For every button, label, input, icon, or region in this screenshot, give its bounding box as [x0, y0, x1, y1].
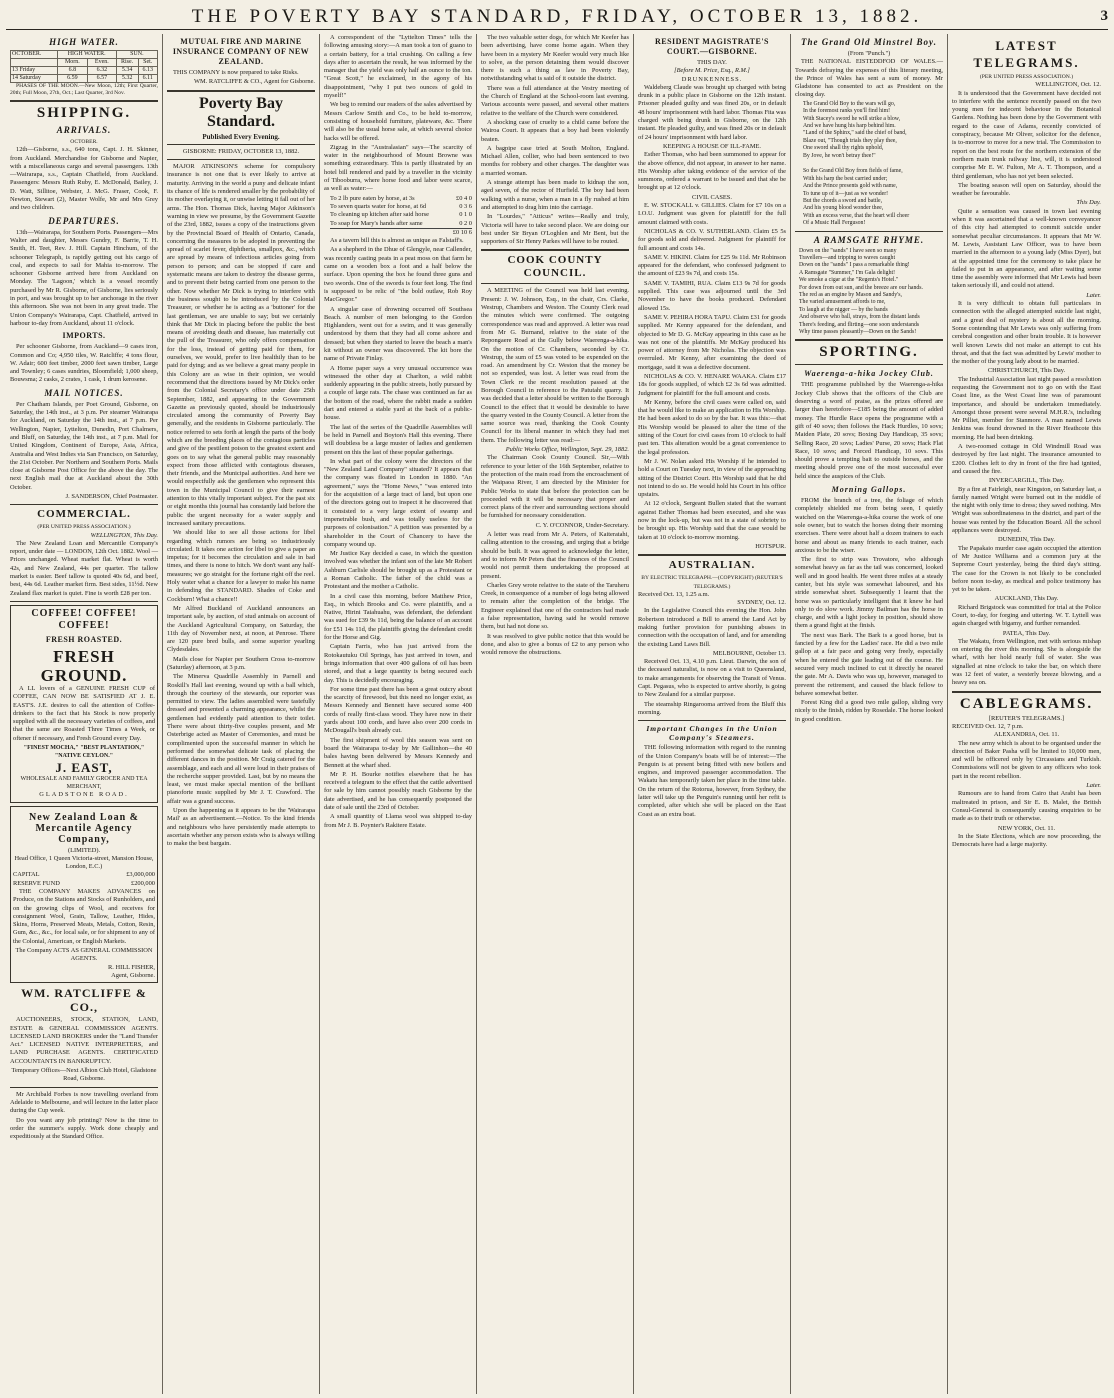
nzloan-advertisement: [10, 806, 158, 984]
christchurch-dateline: CHRISTCHURCH, This Day.: [987, 367, 1066, 375]
cablegrams-received: RECEIVED Oct. 12, 7 p.m.: [952, 722, 1024, 730]
cablegram-text: Rumours are to hand from Cairo that Arabi has been maltreated in prison, and Sir E. B. Malet, the British Consul-General is consequently causing enquiries to be made as to their truth or otherwise.: [952, 790, 1101, 823]
page-number: 3: [1100, 8, 1108, 24]
news-item: In "Lourdes," "Atticus" writes—Really and truly, Victoria will have to take second place. We are doing our best under Sir Bryan O'Loghlen and Mr Bent, but the supporters of Sir Henry Parkes will have to be routed.: [481, 213, 629, 246]
tide-sub: Set.: [138, 59, 158, 67]
union-text: THE following information with regard to the running of the Union Company's boats will be of interest:—The Penguin is at present being fitted with new boilers and engines, and improved passenger accommodation. The Wakatu has temporarily taken her place in the time table. On the return of the Rotorua, however, from Sydney, the latter will take up the Penguin's running until her refit is completed, after which she will be placed on the East Coast as an extra boat.: [638, 744, 786, 818]
news-item: As a shepherd in the Dhue of Glengyle, near Callender, was recently casting peats in a peat moss on that farm he came on a wooden box a foot and a half below the surface. Upon opening the box he found three guns and two swords. One of the swords is four feet long. The find is supposed to be relic of "the bold outlaw, Rob Roy MacGregor.": [324, 246, 472, 304]
paper-title: Poverty Bay Standard.: [199, 94, 283, 130]
forbes-note: Mr Archibald Forbes is now travelling overland from Adelaide to Melbourne, and will lecture in the latter place during the Cup week.: [10, 1090, 158, 1115]
published-line: Published Every Evening.: [202, 132, 280, 141]
fisher-role: Agent, Gisborne.: [111, 971, 155, 979]
ratcliffe-heading: WM. RATCLIFFE & CO.,: [21, 986, 147, 1015]
australian-sub: BY ELECTRIC TELEGRAPH.—(COPYRIGHT) (REUTER'S TELEGRAMS.): [641, 575, 783, 590]
date-line: GISBORNE: FRIDAY, OCTOBER 13, 1882.: [182, 147, 300, 155]
court-date: THIS DAY.: [697, 59, 727, 66]
minstrel-heading: The Grand Old Minstrel Boy.: [801, 37, 937, 47]
temporary-offices: Temporary Offices—Next Albion Club Hotel, Gladstone Road, Gisborne.: [11, 1067, 157, 1083]
this-day-dateline: This Day.: [1076, 199, 1101, 207]
imports-text: Per schooner Gisborne, from Auckland—9 cases iron, Common and Co; 4,950 tiles, W. Ratcliffe; 4 tons flour, W. Adair; 600 feet timber, 2000 feet sawn timber, Large and Townley; 6 cases sundries, Bloomfield; 1,000 sheep, Bouwsma; 2 casks, 2 crates, 1 cask, 1 drum kerosene.: [10, 343, 158, 384]
minstrel-sub: (From "Punch."): [847, 50, 891, 57]
drunkenness-heading: DRUNKENNESS.: [681, 75, 743, 83]
rhyme-heading: A RAMSGATE RHYME.: [813, 234, 925, 245]
drunkenness-text: Waldeberg Claude was brought up charged with being drunk in a public place in Gisborne on the 12th instant. Prisoner pleaded guilty and was fined 20s, or in default 48 hours' imprisonment with hard labor. Thomas Fita was charged with being drunk in Gisborne, on the 12th instant. He pleaded guilty, and was fined 20s or in default of 24 hours' imprisonment with hard labor.: [638, 83, 786, 141]
leader-4: Mails close for Napier per Southern Cross to-morrow (Saturday) afternoon, at 3 p.m.: [167, 655, 315, 671]
newyork-dateline: NEW YORK, Oct. 11.: [997, 824, 1056, 832]
mail-sign: J. SANDERSON, Chief Postmaster.: [65, 492, 158, 500]
civil-case: SAME V. PEHIRA HORA TAPU. Claim £31 for goods supplied. Mr Kenny appeared for the defendant, and objected to Mr D. G. McKay appearing in this case as he was not one of the plaintiffs. Mr McKay produced his power of attorney from Mr Nicholas. The objection was overruled. Mr Kenny, after examining the deed of mortgage, said it was a defective document.: [638, 313, 786, 371]
public-works-text: The Chairman Cook County Council. Sir,—With reference to your letter of the 16th September, relative to the protection of the main road from the encroachment of the Waipaoa River, I am directed by the Minister for Public Works to state that before the protection can be proceeded with it will be necessary that proper and correct plans of the river and surrounding sections should be furnished for necessary consideration.: [481, 454, 629, 520]
sporting-heading: SPORTING.: [819, 344, 919, 361]
commercial-heading: COMMERCIAL.: [37, 508, 131, 521]
union-heading: Important Changes in the Union Company's Steamers.: [646, 724, 778, 743]
tide-header-month: OCTOBER.: [11, 51, 58, 59]
departures-text: 13th—Wairarapa, for Southern Ports. Passengers—Mrs Walter and daughter, Messrs Gundry, F. Barrie, T. H. Smith, H. Teet, Rev. J. Hill. Captain Hinchum, of the schooner Telegraph, is rapidly getting out his cargo of coal, and expects to sail for Mahia to-morrow. The schooner Gisborne arrived here from Auckland on Monday. The 'Lagoon,' which is a vessel recently purchased by Mr R. Gisborne, of Gisborne, lies seriously in port, and was brought up to her anchorage in the river this afternoon. She was not been in any great trade. The Union Company's Wairarapa, Capt. Chatfield, arrived in harbour to-day from Auckland, about 11 o'clock.: [10, 228, 158, 327]
leader-article: MAJOR ATKINSON'S scheme for compulsory insurance is not one that is ever likely to arrive at maturity. Arriving in the world a puny and delicate infant its chance of life is rendered smaller by the probability of its mother overlaying it, or unwise letting it fall out of her arms. The Hon. Thomas Dick, having Major Atkinson's warning in view we presume, by the Government Gazette of the 23rd, 1882, issues a copy of the instructions given by the Provincial Board of Health of Ontario, Canada, concerning the measures to be adopted in preventing the spread of scarlet fever, diphtheria, smallpox, &c., which are spread by means of infectious articles going from person to person; and can be stopped if care and systematic means are taken to destroy the disease germs, and to prevent their being carried from one person to the other. Now whether Mr Dick is trying to interfere with the business sought to be introduced by the Colonial Treasurer, or whether he is acting as a 'buttoner' for the last gentleman, we are unable to say; but we certainly think that Mr Dick in placing before the public the best means of avoiding death and disease, has materially cut the pull of the Treasurer, who only offers compensation for the loss, instead of getting paid for them, for ourselves, we would, prefer to live healthily than to be paid for dying; and as we believe a great many people in this Colony are as wise in their opinion, we would recommend that the directions issued by Mr Dick's order from the Colonial Secretary's office under date 25th September, 1882, and appearing in the Government Gazette as previously quoted, should be industriously circulated among the community of Poverty Bay generally, and the residents in Gisborne particularly. The notice referred to sets forth at length the parts of the body which are the breeding places of the contagious particles and give of the pestilent poison to the greatest extent and goes on to say what the general public may reasonably expect from those afflicted with contagious diseases, their friends, and the Municipal authorities. And here we would respectfully ask the gentlemen who represent this town in the Municipal Council to give their earnest attention to this vitally important subject. For the past six or eight months this journal has constantly laid before the public the urgent necessity for a water supply and increased sanitary precautions.: [167, 163, 315, 527]
shipping-heading: SHIPPING.: [36, 105, 132, 121]
council-item: It was resolved to give public notice that this would be done, and also to give a bonus of £2 to any person who would remove the obstructions.: [481, 632, 629, 657]
jockey-club-text: THE programme published by the Waerenga-a-hika Jockey Club shows that the officers of the Club are deserving a word of praise, as the prizes offered are larger than heretofore—£185 being the amount of added money. The Hurdle Race opens the programme with a gift of 40 sovs; then follows the Hack Hurdles, 10 sovs; Maiden Plate, 20 sovs; Boxing Day Handicap, 35 sovs; Selling Race, 20 sovs; Ladies' Purse, 20 sovs; Hack Flat Race, 10 sovs; and Forced Handicap, 10 sovs. This should prove a tempting bait to outside horses, and the meeting should prove one of the most successful ever held since the auspices of the Club.: [795, 381, 943, 480]
news-item: The two valuable setter dogs, for which Mr Keefer has been advertising, have come home again. When they have been in a mystery Mr Keefer would very much like to solve, as the person detaining them would discover there is such a thing as law in Poverty Bay, notwithstanding what is said of it outside the district.: [481, 34, 629, 83]
column-1: [6, 34, 163, 1394]
coffee-advertisement: [10, 605, 158, 803]
telegram-text: The Industrial Association last night passed a resolution requesting the Government not to go on with the East Coast line, as the West Coast line was of paramount importance, and should be undertaken immediately. Amongst those present were several M.H.R.'s, including Mr Pilliet, member for Stanmore. A man named Lewis Jenkins was found drowned in the River Heathcote this morning. He had been drinking.: [952, 375, 1101, 441]
australian-text: In the Legislative Council this evening the Hon. John Robertson introduced a Bill to amend the Land Act by making further provision for punishing abuses in connection with the occupation of land, and for amending the existing Land Laws Bill.: [638, 607, 786, 648]
column-3: [320, 34, 477, 1394]
later2-dateline: Later.: [1086, 782, 1101, 790]
news-item: A bagpipe case tried at South Molton, England. Michael Allen, collier, who had been sentenced to two months for robbery and other charges. The daughter was a married woman.: [481, 144, 629, 177]
fresh-roasted: FRESH ROASTED.: [45, 634, 123, 644]
council-item: A letter was read from Mr A. Peters, of Kaiteratahi, calling attention to the crossing, and urging that a bridge should be built. It was agreed to acknowledge the letter, and to inform Mr Peters that the finances of the Council would not permit them undertaking the proposed at present.: [481, 531, 629, 580]
council-heading: COOK COUNTY COUNCIL.: [507, 254, 603, 280]
masthead: [6, 4, 1108, 30]
commercial-text: The New Zealand Loan and Mercantile Company's report, under date — LONDON, 12th Oct. 1882. Wool — Prices unchanged. Wheat market flat. Wheat is worth 42s, and New Zealand, 44s per quarter. The tallow market is easier. Beef tallow is quoted 40s 6d, and beef, best, 44s 6d. Leather market firm. Best sides, 11½d. New Zealand flax market is quiet. Fine is worth £28 per ton.: [10, 539, 158, 597]
mail-text: Per Chatham Islands, per Poet Ground, Gisborne, on Saturday, the 14th inst., at 3 p.m. Per steamer Wairarapa for Auckland, on Saturday the 14th inst., at 7 p.m. Per Wellington, Napier, Lyttelton, Dunedin, Port Chalmers, and Bluff, on Saturday, the 14th inst., at 7 p.m. Mail for United Kingdom, Continent of Europe, Asia, Africa, Australia and West Indies via San Francisco, on Saturday, the 21st October. Per Northern and Southern Ports. Mails close at Gisborne Post Office for the above the day. The next English mail due at Auckland about the 30th October.: [10, 400, 158, 491]
tide-sub: Even.: [88, 59, 117, 67]
imports-heading: IMPORTS.: [62, 331, 106, 341]
wellington-dateline: WELLINGTON, Oct. 12.: [1035, 81, 1101, 89]
telegram-text: Richard Brigstock was committed for trial at the Police Court, to-day, for forging and uttering. W. T. Lyttell was again charged with bigamy, and further remanded.: [952, 603, 1101, 628]
morning-gallops-text: Forest King did a good two mile gallop, sliding very nicely to the finish, ridden by Rosedale. The horse looked in good condition.: [795, 699, 943, 723]
newspaper-title: THE POVERTY BAY STANDARD, FRIDAY, OCTOBER 13, 1882.: [191, 5, 923, 27]
australian-text: The steamship Ringarooma arrived from the Bluff this morning.: [638, 700, 786, 716]
mutual-heading: MUTUAL FIRE AND MARINE INSURANCE COMPANY OF NEW ZEALAND.: [172, 37, 310, 66]
court-before: [Before M. Price, Esq., R.M.]: [674, 67, 750, 75]
civil-case: NICHOLAS & CO. V. SUTHERLAND. Claim £5 5s for goods sold and delivered. Judgment for plaintiff for full amount and costs 14s.: [638, 227, 786, 252]
east-sub: WHOLESALE AND FAMILY GROCER AND TEA MERCHANT,: [20, 775, 148, 790]
hotel-bill: [324, 195, 472, 237]
telegram-text: A two-roomed cottage in Old Windmill Road was destroyed by fire last night. The insurance amounted to £200. Clothes left to dry in front of the fire had ignited, and caused the fire.: [952, 443, 1101, 475]
bill-line: To seven quarts water for horse, at 6d 0 3 6: [330, 202, 472, 210]
nzloan-ltd: (LIMITED).: [67, 846, 101, 854]
column-2: [163, 34, 320, 1394]
leader-6: Upon the happening as it appears to be the 'Wairarapa Mail' as an advertisement.—Notice. To the kind friends and neighbours who have persistently made attempts to ascertain whether any person exists who is always willing to make the best bargain.: [167, 807, 316, 848]
bill-line: To 2 lb pure eaten by horse, at 3s £0 4 0: [330, 194, 472, 202]
news-item: The first shipment of wool this season was sent on board the Wairarapa to-day by Mr Gallinhon—the 40 bales having been delivered by Messrs Kennedy and Bennett at the wharf shed.: [324, 736, 472, 769]
morning-gallops-text: The next was Bark. The Bark is a good horse, but is fancied by a few for the Ladies' race. He did a two mile gallop at a fair pace and going very freely, especially when he entered the gate leading out of the course. He secured very much inclined to cut it directly he neared the gate. Mr A. Davis who was up, however, managed to prevent the retirement, and caused the black fellow to behave somewhat better.: [795, 631, 943, 697]
civil-case: NICHOLAS & CO. V. HENARE WAAKA. Claim £17 18s for goods supplied, of which £2 3s 6d was admitted. Judgment for plaintiff for the full amount and costs.: [638, 372, 786, 397]
telegram-text: Quite a sensation was caused in town last evening when it was ascertained that a well-known conveyancer of this city had attempted to commit suicide under somewhat peculiar circumstances. It appears that Mr W. M. Lewis, Assistant Law Officer, was to have been married in the afternoon to a young lady (Miss Dyer), but at the appointed time for the ceremony to take place he failed to put in an appearance, and after waiting some time the assembly were informed that Mr Lewis had been taken seriously ill, and could not attend.: [952, 207, 1101, 290]
east-address: GLADSTONE ROAD.: [39, 791, 129, 799]
tide-table: [10, 50, 158, 83]
east-name: J. EAST,: [55, 759, 113, 775]
public-works-sign: C. Y. O'CONNOR, Under-Secretary.: [535, 521, 629, 529]
bill-line: To soap for Mary's hands after same 0 2 0: [330, 219, 472, 227]
cablegrams-sub: [REUTER'S TELEGRAMS.]: [988, 714, 1065, 722]
nzloan-text: THE COMPANY MAKES ADVANCES on Produce, on the Stations and Stocks of Runholders, and on the growing clips of Wool, and receives for consignment Wool, Grain, Tallow, Leather, Hides, Skins, Horns, Preserved Meats, Metals, Cotton, Resin, Gum, &c., &c., for local sale, or for shipment to any of the Colonial, American, or English Markets.: [13, 888, 155, 945]
cablegram-text: The new army which is about to be organised under the direction of Baker Pasha will be limited to 10,000 men, and will be officered only by Circassians and Turkish. Commissions will not be given to any officers who took part in the recent rebellion.: [952, 739, 1101, 780]
rhyme-poem: Down on the "sands" I have seen so many Travellers—and tripping to waves caught Down on the "sands" I pass a remarkable thing! A Ramsgate "Summer," I'm Gala delight! We smoke a cigar at the "Regents's Hotel." For down from out sun, and the breeze are our hands. The red as an engine by Mason and Sandy's, The varied amusement affords to me, To laugh at the nigger — by the bands And observe who ball, strays, from the distant lands There's feeding, and flirting—one soon understands Why time passes pleasantly—Down on the Sands!: [799, 247, 923, 336]
arrivals-heading: ARRIVALS.: [56, 125, 112, 135]
later-dateline: Later.: [1086, 291, 1101, 299]
alexandria-dateline: ALEXANDRIA, Oct. 11.: [993, 731, 1060, 739]
news-item: Mr Justice Kay decided a case, in which the question involved was whether the infant son of the late Mr Robert Ashburn Carlisle should be brought up as a Protestant or a Roman Catholic. The father of the child was a Protestant and the mother a Catholic.: [324, 550, 473, 591]
minstrel-poem: The Grand Old Boy to the wars will go, In the foremost ranks you'll find him! With Stacey's sword he will strike a blow, And we have hung his harp behind him. "Land of the Sphinx," said the chief of band, Blaze out, "Though trials they play thee, One sword shall thy rights uphold, By Jove, he won't betray thee!" So the Grand Old Boy from fields of fame, With his harp the best carried under; And the Prince presents gold with name, To tune up of it—just as we wonder! But the chords a sword and battle, And his young blood wonder thee, With an excess verse, that the heart will cheer Of a Music Hall Ferguson!: [803, 100, 910, 227]
tide-sub: [11, 59, 58, 67]
minstrel-text: THE NATIONAL EISTEDDFOD OF WALES.—Towards defraying the expenses of this literary meeting, the Prince of Wales has sent a sum of money. Mr Gladstone has consented to act as President on the closing day.: [795, 58, 943, 99]
page-number-left: [6, 8, 36, 25]
mail-notices-heading: MAIL NOTICES.: [44, 387, 124, 398]
tide-sub: Morn.: [57, 59, 87, 67]
tide-row: 14 Saturday 6.59 6.57 5.32 6.11: [11, 75, 158, 83]
column-6: [791, 34, 948, 1394]
civil-case: SAME V. HIKINI. Claim for £25 9s 11d. Mr Robinson appeared for the defendant, who confessed judgment to the amount of £23 9s 7d, and costs 15s.: [638, 253, 786, 278]
telegram-text: The Wakatu, from Wellington, met with serious mishap on entering the river this morning. She is alongside the wharf, with her hold nearly full of water. She was signalled at nine o'clock to take the bar, on which there was 12 feet of water, a westerly breeze blowing, and a heavy sea on.: [952, 637, 1101, 687]
column-4: [477, 34, 634, 1394]
keeping-text: Esther Thomas, who had been summoned to appear for the above offence, did not appear, in answer to her name. His Worship after taking evidence of the service of the summons, ordered a warrant to be issued and that she be brought up at 12 o'clock.: [638, 151, 786, 192]
printing-note: Do you want any job printing? Now is the time to order the summer's supply. Work done cheaply and expeditiously at the Standard Office.: [10, 1116, 158, 1141]
news-item: As a tavern bill this is almost as unique as Falstaff's.: [330, 237, 464, 245]
telegram-text: The boating season will open on Saturday, should the weather be favourable.: [952, 181, 1101, 198]
leader-2: We should like to see all those actions for libel regarding which rumors are being so industriously circulated. It takes one action for libel to give a paper an impetus; for it becomes the circulation and sale in bad times, and there is none to hitch. We don't want any half-measures; we go straight for the fortune right off the reel. Holy water what a chance for a lawyer to make his name in defending the STANDARD. Shades of Coke and Cockburn! What a chance!!: [167, 529, 315, 603]
news-item: In what part of the colony were the directors of the "New Zealand Land Company" situated? It appears that the company was floated in London in 1880. "An agreement," says the "Home News," "was entered into for the acquisition of a large tract of land, but upon one of the directors going out to inspect it he discovered that it consisted to a very large extent of swamp and impenetrable bush, and was totally useless for the purposes of colonisation." A petition was presented by a shareholder in the Court of Chancery to have the company wound up.: [324, 457, 472, 548]
court-item: At 12 o'clock, Sergeant Bullen stated that the warrant against Esther Thomas had been executed, and she was now in the lock-up, but was not in a state of sobriety to be brought up. His Worship said that the case would be taken at 10 o'clock to-morrow morning.: [638, 500, 786, 541]
tide-header-sun: SUN.: [116, 51, 157, 59]
arrivals-text: 12th—Gisborne, s.s., 640 tons, Capt. J. H. Skinner, from Auckland. Merchandise for Gisborne and Napier, with a miscellaneous cargo and several passengers. 13th—Wairarapa, s.s., Captain Chatfield, from Auckland. Passengers: Messrs Ruth Ruby, E. McDonald, Bailey, J. D. Watt, Sillitoe, Webster, J. McG. Fraser, Cook, F. Newton, Stewart (2), Master Wolfe, Mr and Mrs Grey and two children.: [10, 146, 158, 212]
telegram-text: It is understood that the Government have decided not to interfere with the sentence recently passed on the two young men for indecent behaviour in the Botanical Gardens. Nothing has been done by the Government with regard to the case of Adams, recently convicted of conspiracy, because Mr Oliver, solicitor for the defence, is to-morrow to move for a new trial. The Commission to report on the best route for the northern extension of the northern main trunk railway line, will, it is understood comprise Mr E. W. Fulton, Mr A. T. Thompson, and a third gentleman, who has not yet been selected.: [952, 89, 1101, 180]
australian-heading: AUSTRALIAN.: [668, 559, 756, 572]
dunedin-dateline: DUNEDIN, This Day.: [998, 536, 1055, 544]
nzloan-title: New Zealand Loan & Mercantile Agency Company,: [29, 811, 139, 845]
public-works-heading: Public Works Office, Wellington, Sept. 29, 1882.: [505, 446, 629, 454]
fisher-name: R. HILL FISHER,: [108, 963, 155, 971]
court-item: Mr J. W. Nolan asked His Worship if he intended to hold a Court on Tuesday next, in view of the approaching sitting of the District Court. His Worship said that he did not intend to do so. He would hold his Court in his office upstairs.: [638, 457, 786, 499]
mutual-text: THIS COMPANY is now prepared to take Risks.: [173, 69, 299, 76]
news-item: In a civil case this morning, before Matthew Price, Esq., in which Brooks and Co. were plaintiffs, and a Native, Hirini Taiahuahu, was defendant, the defendant was sued for £39 9s 11d, being the balance of an account for £51 14s 11d, the plaintiffs giving the defendant credit for the Horse and Gig.: [324, 592, 472, 642]
news-item: Captain Farris, who has just arrived from the Rotokautuku Oil Springs, has just arrived in town, and brings information that over 400 gallons of oil has been stored, and that a large quantity is being secured each day. This is decidedly encouraging.: [324, 643, 472, 684]
coffee-title: COFFEE! COFFEE! COFFEE!: [31, 607, 137, 631]
tide-header-water: HIGH WATER.: [57, 51, 116, 59]
news-item: The last of the series of the Quadrille Assemblies will be held in Parnell and Boyton's Hall this evening. There will doubtless be a large muster of ladies and gentlemen present on this the last of these popular gatherings.: [324, 423, 472, 456]
council-item: Charles Grey wrote relative to the state of the Taruheru Creek, in consequence of a number of logs being allowed to remain after the completion of the bridge. The Engineer explained that one of the contractors had made a false representation, having said he would remove them, but had not done so.: [481, 581, 629, 631]
coffee-varieties: "FINEST MOCHA," "BEST PLANTATION," "NATIVE CEYLON.": [23, 745, 145, 760]
tide-row: 13 Friday 6.8 6.32 5.34 6.13: [11, 67, 158, 75]
commercial-date: WELLINGTON, This Day.: [90, 531, 158, 539]
reserve-row: RESERVE FUND £200,000: [13, 879, 155, 887]
cablegram-text: In the State Elections, which are now proceeding, the Democrats have had a large majority.: [952, 832, 1101, 849]
column-7: [948, 34, 1105, 1394]
capital-row: CAPITAL £3,000,000: [13, 871, 155, 879]
telegram-text: By a fire at Fairleigh, near Kingston, on Saturday last, a family named Wright were burned out in the middle of the night with only time to dress; they saved nothing. Mrs Wright was subordinateness in the district, and part of the house was rented by the Education Board. All the school appliances were destroyed.: [952, 485, 1101, 535]
moon-phases: PHASES OF THE MOON.—New Moon, 12th; First Quarter, 20th; Full Moon, 27th, Oct.; Last Quarter, 3rd Nov.: [10, 83, 158, 96]
news-item: Mr P. H. Bourke notifies elsewhere that he has received a telegram to the effect that the cattle advertised for sale by him cannot possibly reach Gisborne by the date advertised, and he has consequently postponed the date of sale until the 23rd of October.: [324, 770, 472, 812]
court-heading: RESIDENT MAGISTRATE'S COURT.—GISBORNE.: [654, 37, 769, 56]
leader-3: Mr Alfred Buckland of Auckland announces an important sale, by auction, of stud animals on account of the Auckland Agricultural Company, on Saturday, the 11th day of November next, at noon, at Penrose. There are 120 pure bred bulls, and some superior yearling Clydesdales.: [167, 604, 315, 654]
leader-5: The Minerva Quadrille Assembly in Parnell and Roskill's Hall last evening, wound up with a ball which, through the courtesy of the stewards, our reporter was permitted to view. The ladies assembled were tastefully dressed and presented a charming appearance, whilst the gentlemen had evidently paid attention to their toilet. There were about thirty-five couples present, and Mr Osterbrige acted as Master of Ceremonies, and must be complimented upon the successful manner in which he performed the somewhat delicate task of placing the different dances in the position. Mr Craig catered for the assemblage, and each and all were loud in their praises of the recherche supper provided. Last, but by no means the least, we must make special mention of the brilliant pianoforte music supplied by Mr J. T. Crawford. The affair was a grand success.: [167, 673, 315, 805]
morning-gallops-heading: Morning Gallops.: [831, 485, 907, 495]
invercargill-dateline: INVERCARGILL, This Day.: [988, 477, 1065, 485]
melbourne-dateline: MELBOURNE, October 13.: [712, 649, 786, 657]
morning-gallops-text: The first to strip was Trovatore, who although somewhat heavy as far as the tail was concerned, looked well and in good health. He went three miles at a steady canter, but his style was somewhat laboured, and his stride somewhat short. Subsequently I learnt that the horse was so particularly intelligent that it knew he had only to do slow work. Jimmy Bailman has the horse in charge, and with a light jockey in position, should show them a grand fight at the finish.: [795, 556, 943, 630]
news-item: A singular case of drowning occurred off Southsea Beach. A number of men belonging to the Gordon Highlanders, went out for a swim, and it was generally understood by them that they had all come ashore and dressed; but when they started to leave the beach a man's kit without an owner was discovered. The kit bore the name of Private Finlay.: [324, 305, 472, 363]
news-item: A small quantity of Llama wool was shipped to-day from Mr J. B. Poynter's Rakitere Estate.: [324, 813, 472, 829]
australian-text: Received Oct. 13, 4.10 p.m. Lieut. Darwin, the son of the deceased naturalist, is now on a visit to Queensland, to make arrangements for observing the Transit of Venus. Capt. Pegasus, who is expected to arrive shortly, is going to New Zealand for a similar purpose.: [638, 658, 786, 699]
bill-total: £0 10 6: [330, 228, 472, 237]
nzloan-agents: The Company ACTS AS GENERAL COMMISSION AGENTS.: [15, 947, 153, 963]
auckland-dateline: AUCKLAND, This Day.: [994, 595, 1059, 603]
news-item: A shocking case of cruelty to a child came before the Wairoa Court. It appears that a boy had been violently beaten.: [481, 118, 629, 143]
keeping-heading: KEEPING A HOUSE OF ILL-FAME.: [662, 142, 762, 150]
court-sign: HOTSPUR.: [755, 542, 786, 550]
australian-received: Received Oct. 13, 1.25 a.m.: [638, 590, 710, 598]
jockey-club-heading: Waerenga-a-hika Jockey Club.: [804, 369, 934, 379]
news-item: A Home paper says a very unusual occurrence was witnessed the other day at Charlton, a wild rabbit suddenly appearing in the public streets, hotly pursued by a couple of large rats. The chase was continued as far as the bottom of the road, where the rabbit made a sudden dart and entered a stable yard at the back of a public-house.: [324, 364, 472, 422]
news-item: Zigzag in the "Australasian" says—The scarcity of water in the neighbourhood of Mount Browne was something extraordinary. This is partly illustrated by an hotel bill rendered and paid by a traveller in the vicinity of Tibooburra, where horse food and labor were scarce, as well as water:—: [324, 143, 472, 193]
bill-line: To cleaning up kitchen after said horse 0 1 0: [330, 211, 472, 219]
latest-telegrams-heading: LATEST TELEGRAMS.: [973, 38, 1080, 70]
nzloan-office: Head Office, 1 Queen Victoria-street, Mansion House, London, E.C.): [14, 854, 154, 871]
civil-case: SAME V. TAMIHI, RUA. Claim £13 9s 7d for goods supplied. This case was adjourned until the 3rd November to have the books produced. Defendant allowed 15s.: [638, 279, 786, 312]
column-5: [634, 34, 791, 1394]
high-water-heading: HIGH WATER.: [49, 37, 119, 47]
tide-sub: Rise.: [116, 59, 138, 67]
news-item: There was a full attendance at the Vestry meeting of the Church of England at the School-room last evening. Various accounts were passed, and several other matters relative to the welfare of the Church were considered.: [481, 84, 629, 117]
newspaper-columns: [6, 34, 1108, 1394]
news-item: For some time past there has been a great outcry about the scarcity of firewood, but this need no longer exist, as Messrs Kennedy and Bennett have secured some 400 cords of really first-class wood. They have now in their yards about 100 cords, and have also over 200 cords in McDougall's bush already cut.: [324, 685, 472, 735]
civil-heading: CIVIL CASES.: [692, 193, 732, 201]
ratcliffe-text: AUCTIONEERS, STOCK, STATION, LAND, ESTATE & GENERAL COMMISSION AGENTS. LICENSED LAND BROKERS under the "Land Transfer Act." LICENSED NATIVE INTERPRETERS, and LAND PURCHASE AGENTS. CERTIFICATED ACCOUNTANTS IN BANKRUPTCY.: [10, 1016, 158, 1065]
patea-dateline: PATEA, This Day.: [1002, 629, 1051, 637]
commercial-sub: (PER UNITED PRESS ASSOCIATION.): [37, 524, 131, 531]
telegram-text: It is very difficult to obtain full particulars in connection with the alleged attempted suicide last night, and a great deal of mystery is about all the morning. Some contending that Mr Lewis was only suffering from cerebral congestion and other brain trouble. It is however well known Lewis did not make an attempt to cut his throat, and that the fact was admitted by Lewis' mother to the mother of the young lady about to be married.: [952, 300, 1101, 366]
court-item: Mr Kenny, before the civil cases were called on, said that he would like to make an application to His Worship. He had been asked to do so by the bar. It was this:—that His Worship would be pleased to alter the time of the sitting of the Court for civil cases from 10 o'clock to half past ten. This alteration would be a great convenience to the legal profession.: [638, 398, 786, 456]
news-item: A correspondent of the "Lyttelton Times" tells the following amusing story:—A man took a ton of guano to a certain battery, for a trial crushing. On calling a few days after to ascertain the result, he was informed by the manager that the yield was only half an ounce to the ton. "Great Scott," he exclaimed, in the agony of his disappointment, "why I put two ounces of gold in myself!": [324, 34, 472, 100]
news-item: A strange attempt has been made to kidnap the son, aged seven, of the rector of Hurfield. The boy had been walking with a nurse, when a man in a fly rushed at him and attempted to drag him into the carriage.: [481, 179, 629, 211]
cablegrams-heading: CABLEGRAMS.: [959, 695, 1094, 712]
latest-sub: (PER UNITED PRESS ASSOCIATION.): [979, 74, 1074, 80]
news-item: We beg to remind our readers of the sales advertised by Messrs Carlow Smith and Co., to be held to-morrow, consisting of household furniture, plateware, &c. There will also be the usual horse sale, at which several choice hacks will be offered.: [324, 101, 472, 142]
fresh-ground: FRESH GROUND.: [40, 646, 128, 685]
council-text: A MEETING of the Council was held last evening. Present: J. W. Johnson, Esq., in the chair, Crs. Clarke, Westrup, Chambers and Weston. The County Clerk read the minutes which were confirmed. The outgoing correspondence was read and approved. A letter was read from Mr G. Burnand, relative to the state of the Repongaere Road at the Gully below Waerenga-a-hika. On the motion of Cr. Chambers, seconded by Cr. Westrup, the sum of £5 was voted to be expended on the road. An amendment by Cr. Weston that the money be not so expended, was lost. A letter was read from the Town Clerk re the recent resolution passed at the Borough Council in reference to the Patutahi quarry. It was decided that a letter should be written to the Borough Council to the effect that it would be desirable to have the quarry vested in the County Council. A letter from the same source was read, thanking the Cook County Council for its liberal manner in which they had met them. The following letter was read:—: [481, 287, 629, 444]
departures-heading: DEPARTURES.: [48, 215, 120, 226]
coffee-text: A LL lovers of a GENUINE FRESH CUP of COFFEE, CAN NOW BE SATISFIED AT J. E. EAST'S. J.E. desires to call the attention of Coffee-drinkers to the fact that his Stock is now properly supplied with all the necessary varieties of coffees, and that the same are Roasted Three Times a Week, or oftener if necessary, and Fresh Ground every Day.: [13, 684, 155, 742]
arrivals-date: OCTOBER.: [70, 139, 98, 145]
telegram-text: The Papakaio murder case again occupied the attention of Mr Justice Williams and a common jury at the Supreme Court yesterday, being the third day's sitting. The case for the Crown is not likely to be concluded before noon to-day, as medical and police testimony has yet to be taken.: [952, 544, 1101, 594]
civil-case: E. W. STOCKALL v. GILLIES. Claim for £7 10s on a I.O.U. Judgment was given for plaintiff for the full amount claimed with costs.: [638, 202, 786, 226]
mutual-sign: WM. RATCLIFFE & CO., Agent for Gisborne.: [193, 78, 315, 86]
morning-gallops-text: FROM the branch of a tree, the foliage of which completely shielded me from being seen, I quietly watched on the Waerenga-a-hika course the work of one sole owner, but to watch the horses doing their morning exercises. There were about half a dozen trainers to each horse and about as many friends to each trainer, each anxious to be the wiser.: [795, 497, 943, 554]
sydney-dateline: SYDNEY, Oct. 12.: [737, 599, 786, 607]
